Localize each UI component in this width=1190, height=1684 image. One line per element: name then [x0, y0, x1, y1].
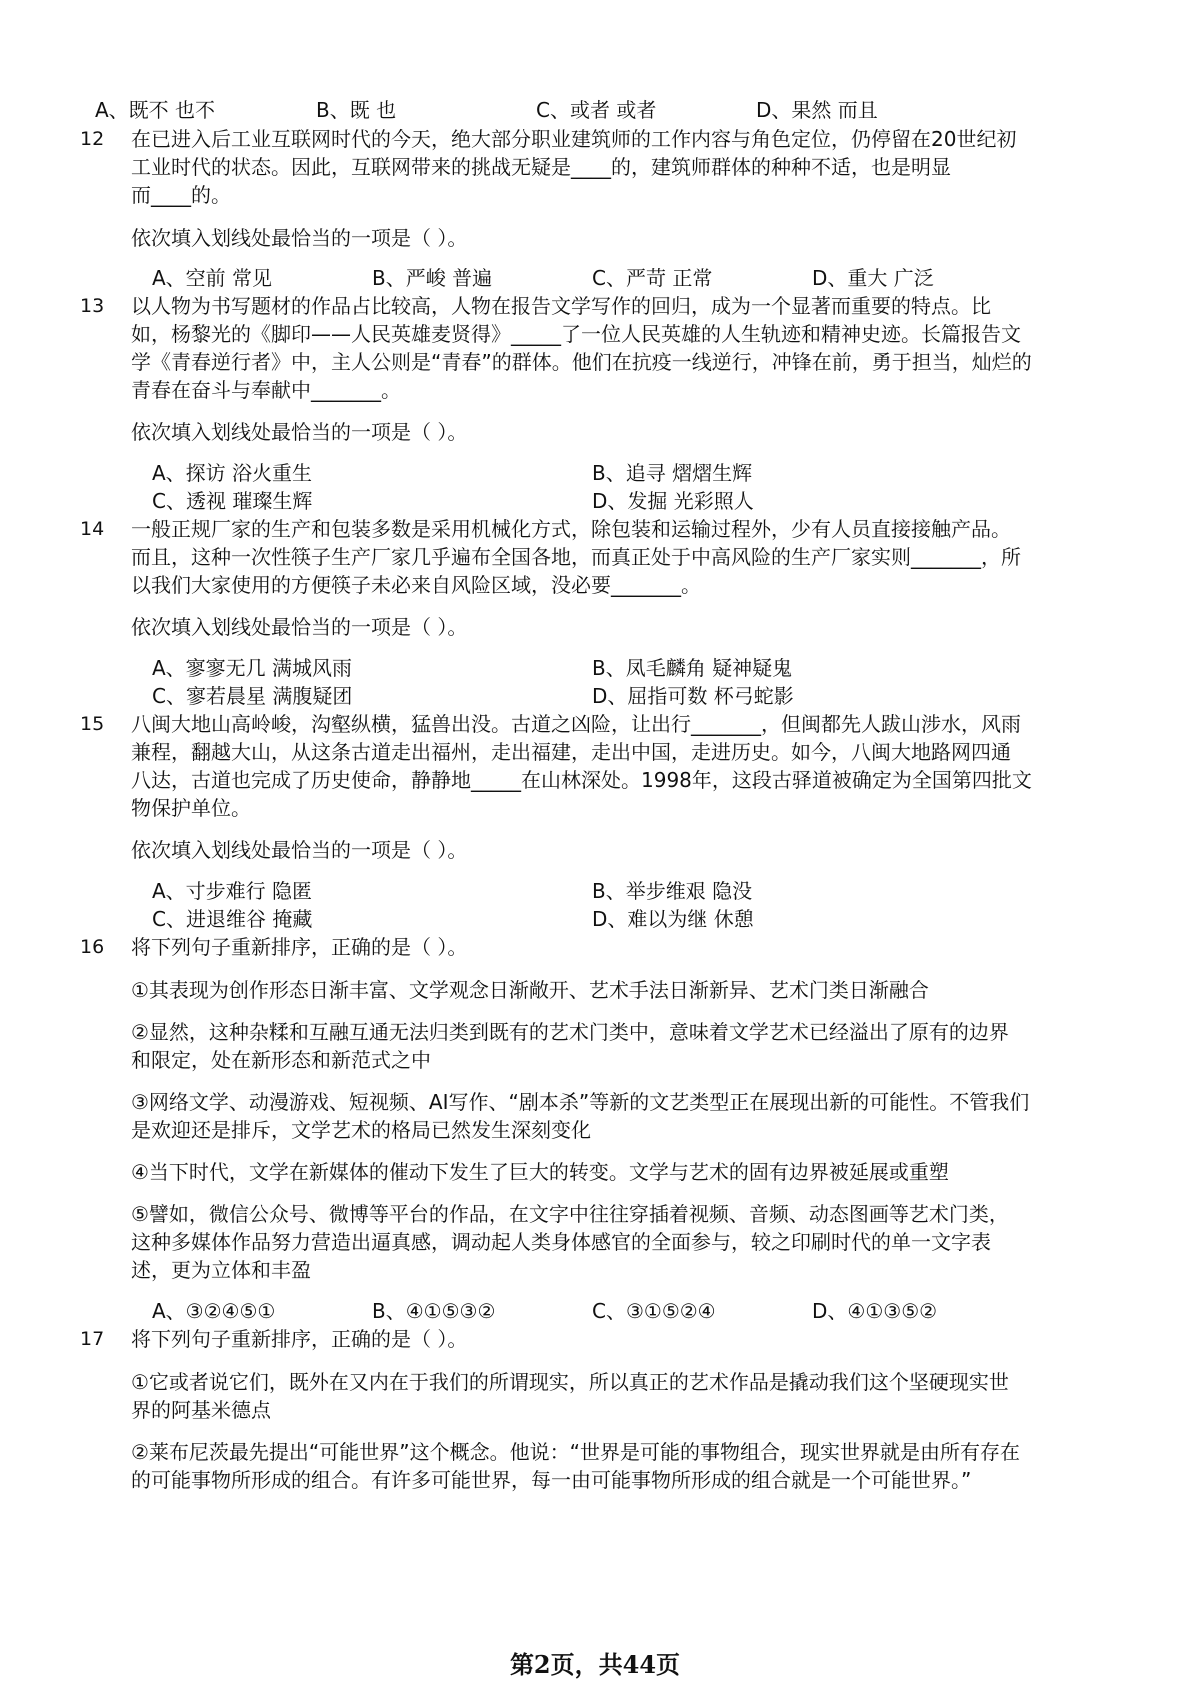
question-text-line: 如，杨黎光的《脚印——人民英雄麦贤得》_____了一位人民英雄的人生轨迹和精神史迹。长篇报告文 — [131, 322, 1021, 346]
option-c: C、③①⑤②④ — [592, 1299, 716, 1323]
option-c: C、进退维谷 掩藏 — [152, 907, 313, 931]
question-number: 17 — [80, 1328, 105, 1350]
question-text-line: 兼程，翻越大山，从这条古道走出福州，走出福建，走出中国，走进历史。如今，八闽大地路网四通 — [131, 740, 1011, 764]
option-a: A、寥寥无几 满城风雨 — [152, 656, 353, 680]
sentence-line: ②显然，这种杂糅和互融互通无法归类到既有的艺术门类中，意味着文学艺术已经溢出了原有的边界 — [131, 1020, 1009, 1044]
question-text-line: 在已进入后工业互联网时代的今天，绝大部分职业建筑师的工作内容与角色定位，仍停留在20世纪初 — [131, 127, 1017, 151]
option-d: D、屈指可数 杯弓蛇影 — [592, 684, 794, 708]
option-a: A、③②④⑤① — [152, 1299, 276, 1323]
sentence-line: ⑤譬如，微信公众号、微博等平台的作品，在文字中往往穿插着视频、音频、动态图画等艺术门类， — [131, 1202, 1009, 1226]
option-d: D、难以为继 休憩 — [592, 907, 754, 931]
option-a: A、既不 也不 — [95, 98, 216, 122]
sentence-line: 述，更为立体和丰盈 — [131, 1258, 311, 1282]
option-d: D、果然 而且 — [756, 98, 878, 122]
option-b: B、凤毛麟角 疑神疑鬼 — [592, 656, 793, 680]
option-a: A、空前 常见 — [152, 266, 273, 290]
sentence-line: ②莱布尼茨最先提出“可能世界”这个概念。他说：“世界是可能的事物组合，现实世界就是由所有存在 — [131, 1440, 1021, 1464]
question-text-line: 而且，这种一次性筷子生产厂家几乎遍布全国各地，而真正处于中高风险的生产厂家实则_______，所 — [131, 545, 1021, 569]
question-text-line: 学《青春逆行者》中，主人公则是“青春”的群体。他们在抗疫一线逆行，冲锋在前，勇于担当，灿烂的 — [131, 350, 1032, 374]
question-text-line: 一般正规厂家的生产和包装多数是采用机械化方式，除包装和运输过程外，少有人员直接接触产品。 — [131, 517, 1011, 541]
sentence-line: 界的阿基米德点 — [131, 1398, 271, 1422]
option-b: B、追寻 熠熠生辉 — [592, 461, 753, 485]
option-c: C、或者 或者 — [536, 98, 657, 122]
option-b: B、既 也 — [316, 98, 397, 122]
question-number: 13 — [80, 295, 105, 317]
question-prompt: 依次填入划线处最恰当的一项是（ ）。 — [131, 226, 468, 250]
option-a: A、探访 浴火重生 — [152, 461, 313, 485]
option-c: C、严苛 正常 — [592, 266, 713, 290]
question-prompt: 依次填入划线处最恰当的一项是（ ）。 — [131, 838, 468, 862]
question-prompt: 依次填入划线处最恰当的一项是（ ）。 — [131, 420, 468, 444]
question-text-line: 而____的。 — [131, 183, 231, 207]
sentence-line: 的可能事物所形成的组合。有许多可能世界，每一由可能事物所形成的组合就是一个可能世界。” — [131, 1468, 972, 1492]
question-text-line: 工业时代的状态。因此，互联网带来的挑战无疑是____的，建筑师群体的种种不适，也是明显 — [131, 155, 951, 179]
sentence-line: ①其表现为创作形态日渐丰富、文学观念日渐敞开、艺术手法日渐新异、艺术门类日渐融合 — [131, 978, 929, 1002]
sentence-line: ④当下时代，文学在新媒体的催动下发生了巨大的转变。文学与艺术的固有边界被延展或重塑 — [131, 1160, 949, 1184]
sentence-line: 是欢迎还是排斥，文学艺术的格局已然发生深刻变化 — [131, 1118, 591, 1142]
question-number: 14 — [80, 518, 105, 540]
option-c: C、透视 璀璨生辉 — [152, 489, 313, 513]
option-d: D、发掘 光彩照人 — [592, 489, 754, 513]
question-number: 15 — [80, 713, 105, 735]
question-text-line: 将下列句子重新排序，正确的是（ ）。 — [131, 1327, 468, 1351]
sentence-line: 和限定，处在新形态和新范式之中 — [131, 1048, 431, 1072]
question-text-line: 以我们大家使用的方便筷子未必来自风险区域，没必要_______。 — [131, 573, 701, 597]
question-text-line: 以人物为书写题材的作品占比较高，人物在报告文学写作的回归，成为一个显著而重要的特点。比 — [131, 294, 991, 318]
option-a: A、寸步难行 隐匿 — [152, 879, 313, 903]
page-footer: 第2页，共44页 — [509, 1650, 681, 1679]
question-text-line: 青春在奋斗与奉献中_______。 — [131, 378, 401, 402]
question-prompt: 依次填入划线处最恰当的一项是（ ）。 — [131, 615, 468, 639]
question-text-line: 将下列句子重新排序，正确的是（ ）。 — [131, 935, 468, 959]
option-d: D、④①③⑤② — [812, 1299, 938, 1323]
option-b: B、④①⑤③② — [372, 1299, 496, 1323]
option-b: B、严峻 普遍 — [372, 266, 493, 290]
sentence-line: ③网络文学、动漫游戏、短视频、AI写作、“剧本杀”等新的文艺类型正在展现出新的可能性。不管我们 — [131, 1090, 1030, 1114]
option-b: B、举步维艰 隐没 — [592, 879, 753, 903]
question-number: 16 — [80, 936, 105, 958]
option-c: C、寥若晨星 满腹疑团 — [152, 684, 353, 708]
sentence-line: ①它或者说它们，既外在又内在于我们的所谓现实，所以真正的艺术作品是撬动我们这个坚硬现实世 — [131, 1370, 1009, 1394]
sentence-line: 这种多媒体作品努力营造出逼真感，调动起人类身体感官的全面参与，较之印刷时代的单一文字表 — [131, 1230, 991, 1254]
option-d: D、重大 广泛 — [812, 266, 934, 290]
question-text-line: 八达，古道也完成了历史使命，静静地_____在山林深处。1998年，这段古驿道被确定为全国第四批文 — [131, 768, 1032, 792]
question-number: 12 — [80, 128, 105, 150]
question-text-line: 八闽大地山高岭峻，沟壑纵横，猛兽出没。古道之凶险，让出行_______，但闽都先人跋山涉水，风雨 — [131, 712, 1021, 736]
question-text-line: 物保护单位。 — [131, 796, 251, 820]
